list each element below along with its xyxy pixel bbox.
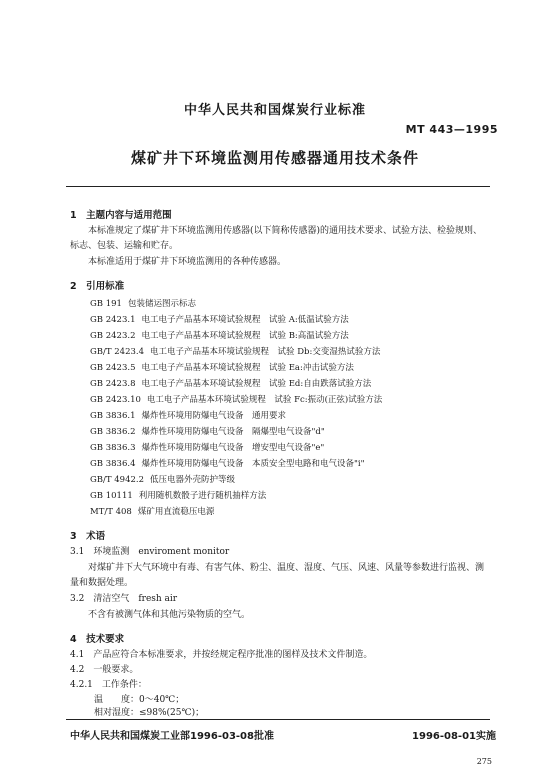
reference-item: GB 191 包装储运图示标志 <box>90 299 196 309</box>
reference-item: GB 3836.3 爆炸性环境用防爆电气设备 增安型电气设备"e" <box>90 443 325 453</box>
standard-number: MT 443—1995 <box>405 123 498 136</box>
term-3-1-definition: 对煤矿井下大气环境中有毒、有害气体、粉尘、温度、湿度、气压、风速、风量等参数进行监视、测量和数据处理。 <box>70 563 485 588</box>
industry-standard-title: 中华人民共和国煤炭行业标准 <box>183 103 366 118</box>
reference-item: GB 3836.4 爆炸性环境用防爆电气设备 本质安全型电路和电气设备"i" <box>90 459 365 469</box>
reference-item: GB/T 4942.2 低压电器外壳防护等级 <box>90 475 236 485</box>
reference-item: GB 10111 利用随机数骰子进行随机抽样方法 <box>90 491 267 501</box>
header-divider <box>66 186 490 187</box>
section-4-heading: 4 技术要求 <box>70 634 125 645</box>
reference-item: GB 2423.10 电工电子产品基本环境试验规程 试验 Fc:振动(正弦)试验方法 <box>90 395 383 405</box>
section-1-paragraph-2: 本标准适用于煤矿井下环境监测用的各种传感器。 <box>88 257 287 267</box>
section-2-heading: 2 引用标准 <box>70 281 125 292</box>
section-3-heading: 3 术语 <box>70 531 106 542</box>
working-temperature: 温 度：0～40℃； <box>94 695 185 705</box>
term-3-2: 3.2 清洁空气 fresh air <box>70 594 178 604</box>
effective-date: 1996-08-01实施 <box>412 731 496 742</box>
page-number: 275 <box>476 757 492 766</box>
approval-line: 中华人民共和国煤炭工业部1996-03-08批准 <box>70 731 274 742</box>
footer-divider <box>66 719 490 720</box>
reference-item: MT/T 408 煤矿用直流稳压电源 <box>90 507 215 517</box>
reference-item: GB 3836.2 爆炸性环境用防爆电气设备 隔爆型电气设备"d" <box>90 427 325 437</box>
reference-item: GB 3836.1 爆炸性环境用防爆电气设备 通用要求 <box>90 411 286 421</box>
reference-item: GB 2423.5 电工电子产品基本环境试验规程 试验 Ea:冲击试验方法 <box>90 363 354 373</box>
requirement-4-2: 4.2 一般要求。 <box>70 665 139 675</box>
reference-item: GB/T 2423.4 电工电子产品基本环境试验规程 试验 Db:交变湿热试验方法 <box>90 347 381 357</box>
reference-item: GB 2423.2 电工电子产品基本环境试验规程 试验 B:高温试验方法 <box>90 331 349 341</box>
requirement-4-1: 4.1 产品应符合本标准要求，并按经规定程序批准的图样及技术文件制造。 <box>70 650 373 660</box>
reference-item: GB 2423.8 电工电子产品基本环境试验规程 试验 Ed:自由跌落试验方法 <box>90 379 372 389</box>
section-1-paragraph-1: 本标准规定了煤矿井下环境监测用传感器(以下简称传感器)的通用技术要求、试验方法、检验规则、标志、包装、运输和贮存。 <box>70 226 483 251</box>
section-1-heading: 1 主题内容与适用范围 <box>70 210 172 221</box>
requirement-4-2-1: 4.2.1 工作条件： <box>70 680 147 690</box>
term-3-2-definition: 不含有被测气体和其他污染物质的空气。 <box>88 610 251 620</box>
relative-humidity: 相对湿度：≤98%(25℃)； <box>94 708 205 718</box>
document-title: 煤矿井下环境监测用传感器通用技术条件 <box>130 149 419 167</box>
term-3-1: 3.1 环境监测 enviroment monitor <box>70 547 230 557</box>
reference-item: GB 2423.1 电工电子产品基本环境试验规程 试验 A:低温试验方法 <box>90 315 349 325</box>
